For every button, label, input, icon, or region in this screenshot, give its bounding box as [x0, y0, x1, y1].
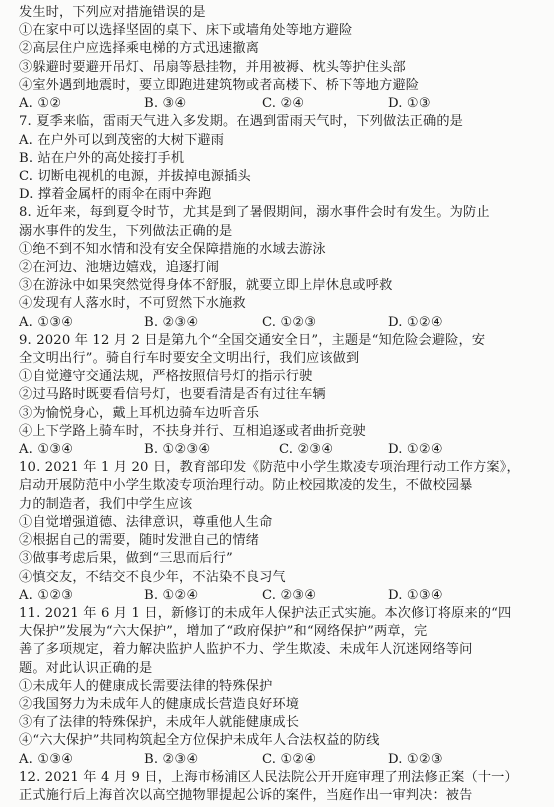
q11-option-c: C. ①②④: [262, 751, 317, 767]
q11-statement-2: ②我国努力为未成年人的健康成长营造良好环境: [19, 697, 300, 712]
q7-choice-d: D. 撑着金属杆的雨伞在雨中奔跑: [19, 187, 212, 203]
q9-stem-line-1: 9. 2020 年 12 月 2 日是第九个“全国交通安全日”，主题是“知危险会避险，安: [19, 332, 486, 348]
q9-stem-line-2: 全文明出行”。骑自行车时要安全文明出行，我们应该做到: [19, 351, 360, 366]
q10-stem-line-3: 力的制造者，我们中学生应该: [19, 496, 193, 512]
q6-statement-2: ②高层住户应选择乘电梯的方式迅速撤离: [19, 41, 260, 57]
q9-option-a: A. ①③④: [19, 442, 74, 457]
q6-option-b: B. ③④: [144, 96, 187, 111]
q6-statement-4: ④室外遇到地震时，要立即跑进建筑物或者高楼下、桥下等地方避险: [19, 77, 420, 93]
q7-choice-c: C. 切断电视机的电源，并拔掉电源插头: [19, 168, 251, 184]
q9-statement-3: ③为愉悦身心，戴上耳机边骑车边听音乐: [19, 405, 260, 421]
q6-statement-3: ③躲避时要避开吊灯、吊扇等悬挂物，并用被褥、枕头等护住头部: [19, 59, 406, 75]
q11-stem-line-2: 大保护”发展为“六大保护”，增加了“政府保护”和“网络保护”两章，完: [19, 624, 428, 640]
q6-statement-1: ①在家中可以选择坚固的桌下、床下或墙角处等地方避险: [19, 23, 353, 39]
q6-option-d: D. ①③: [388, 96, 431, 111]
q10-stem-line-2: 启动开展防范中小学生欺凌专项治理行动。防止校园欺凌的发生，不做校园暴: [19, 478, 473, 494]
q10-statement-4: ④慎交友，不结交不良少年，不沾染不良习气: [19, 569, 286, 585]
q11-option-d: D. ①②③: [388, 751, 443, 767]
q6-option-a: A. ①②: [19, 96, 62, 111]
q10-statement-3: ③做事考虑后果，做到“三思而后行”: [19, 551, 233, 567]
q8-stem-line-1: 8. 近年来，每到夏令时节，尤其是到了暑假期间，溺水事件会时有发生。为防止: [19, 205, 490, 221]
q7-choice-a: A. 在户外可以到茂密的大树下避雨: [19, 132, 225, 148]
q10-option-d: D. ①③④: [388, 587, 443, 603]
q10-option-a: A. ①②③: [19, 587, 74, 603]
q9-option-b: B. ①②③④: [144, 442, 211, 457]
q8-option-c: C. ①②③: [262, 314, 317, 330]
q10-statement-2: ②根据自己的需要，随时发泄自己的情绪: [19, 533, 260, 549]
q11-stem-line-3: 善了多项规定，着力解决监护人监护不力、学生欺凌、未成年人沉迷网络等问: [19, 642, 473, 658]
q7-choice-b: B. 站在户外的高处接打手机: [19, 150, 185, 166]
q9-statement-2: ②过马路时既要看信号灯，也要看清是否有过往车辆: [19, 387, 326, 403]
q9-statement-1: ①自觉遵守交通法规，严格按照信号灯的指示行驶: [19, 369, 313, 385]
q10-stem-line-1: 10. 2021 年 1 月 20 日，教育部印发《防范中小学生欺凌专项治理行动工作方案》，: [19, 460, 520, 476]
q8-option-d: D. ①②④: [388, 314, 443, 330]
q9-option-c: C. ②③④: [279, 442, 334, 457]
q11-stem-line-4: 题。对此认识正确的是: [19, 660, 153, 676]
q11-option-b: B. ②③④: [144, 751, 199, 767]
q7-stem: 7. 夏季来临，雷雨天气进入多发期。在遇到雷雨天气时，下列做法正确的是: [19, 114, 464, 130]
q11-stem-line-1: 11. 2021 年 6 月 1 日，新修订的未成年人保护法正式实施。本次修订将原来的“四: [19, 605, 512, 621]
q10-option-b: B. ①②④: [144, 587, 199, 603]
q6-stem: 发生时，下列应对措施错误的是: [19, 5, 206, 20]
q11-statement-3: ③有了法律的特殊保护，未成年人就能健康成长: [19, 715, 300, 731]
q8-statement-2: ②在河边、池塘边嬉戏，追逐打闹: [19, 259, 220, 275]
q11-statement-1: ①未成年人的健康成长需要法律的特殊保护: [19, 678, 273, 694]
q8-statement-4: ④发现有人落水时，不可贸然下水施救: [19, 296, 246, 312]
q8-option-a: A. ①③④: [19, 314, 74, 330]
q9-statement-4: ④上下学路上骑车时，不扶身并行、互相追逐或者曲折竞驶: [19, 423, 366, 439]
q6-option-c: C. ②④: [262, 96, 305, 111]
q10-option-c: C. ②③④: [262, 587, 317, 603]
q12-stem-line-2: 正式施行后上海首次以高空抛物罪提起公诉的案件，当庭作出一审判决：被告: [19, 788, 473, 803]
q12-stem-line-1: 12. 2021 年 4 月 9 日，上海市杨浦区人民法院公开开庭审理了刑法修正案（十一）: [19, 769, 518, 785]
q9-option-d: D. ①②④: [388, 442, 443, 457]
q11-option-a: A. ①③④: [19, 751, 74, 767]
q8-statement-3: ③在游泳中如果突然觉得身体不舒服，就要立即上岸休息或呼救: [19, 278, 393, 294]
q10-statement-1: ①自觉增强道德、法律意识，尊重他人生命: [19, 514, 273, 530]
q11-statement-4: ④“六大保护”共同构筑起全方位保护未成年人合法权益的防线: [19, 733, 380, 749]
q8-statement-1: ①绝不到不知水情和没有安全保障措施的水域去游泳: [19, 241, 326, 257]
q8-option-b: B. ②③④: [144, 314, 199, 330]
q8-stem-line-2: 溺水事件的发生，下列做法正确的是: [19, 223, 233, 239]
